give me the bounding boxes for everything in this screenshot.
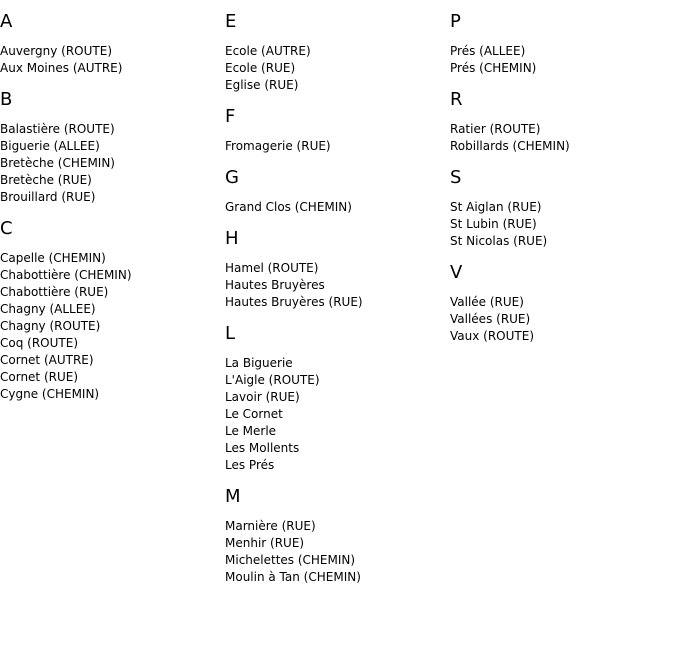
street-link[interactable]: L'Aigle (ROUTE) [225, 373, 320, 387]
street-link[interactable]: Menhir (RUE) [225, 536, 305, 550]
letter-group-m [225, 486, 445, 586]
street-list [450, 43, 670, 77]
street-link[interactable]: Fromagerie (RUE) [225, 139, 331, 153]
street-link[interactable]: Robillards (CHEMIN) [450, 139, 570, 153]
street-link[interactable]: Auvergny (ROUTE) [0, 44, 113, 58]
street-list [0, 121, 220, 206]
letter-group-l [225, 323, 445, 474]
street-link[interactable]: Bretèche (RUE) [0, 173, 92, 187]
street-link[interactable]: Chabottière (CHEMIN) [0, 268, 132, 282]
street-link[interactable]: Le Merle [225, 424, 277, 438]
letter-heading: S [450, 167, 462, 188]
street-link[interactable]: Ecole (AUTRE) [225, 44, 311, 58]
street-link[interactable]: Bretèche (CHEMIN) [0, 156, 115, 170]
letter-heading: E [225, 11, 237, 32]
street-link[interactable]: St Lubin (RUE) [450, 217, 537, 231]
letter-heading: C [0, 218, 13, 239]
street-link[interactable]: Chabottière (RUE) [0, 285, 109, 299]
street-list [0, 250, 220, 403]
street-link[interactable]: Prés (CHEMIN) [450, 61, 537, 75]
street-link[interactable]: Prés (ALLEE) [450, 44, 526, 58]
street-link[interactable]: Hautes Bruyères (RUE) [225, 295, 363, 309]
letter-heading: M [225, 486, 241, 507]
street-list [225, 43, 445, 94]
street-link[interactable]: Vallée (RUE) [450, 295, 524, 309]
letter-heading: L [225, 323, 236, 344]
street-link[interactable]: Marnière (RUE) [225, 519, 316, 533]
letter-heading: P [450, 11, 461, 32]
letter-heading: H [225, 228, 239, 249]
letter-heading: G [225, 167, 239, 188]
letter-group-g [225, 167, 445, 216]
street-link[interactable]: Ecole (RUE) [225, 61, 296, 75]
street-column-3 [450, 11, 670, 357]
street-list [225, 138, 445, 155]
street-link[interactable]: Brouillard (RUE) [0, 190, 96, 204]
letter-group-r [450, 89, 670, 155]
letter-heading: B [0, 89, 13, 110]
street-list [225, 260, 445, 311]
letter-heading: R [450, 89, 463, 110]
letter-group-e [225, 11, 445, 94]
street-link[interactable]: Aux Moines (AUTRE) [0, 61, 123, 75]
street-list [225, 199, 445, 216]
letter-group-b [0, 89, 220, 206]
letter-group-v [450, 262, 670, 345]
street-list [225, 355, 445, 474]
street-link[interactable]: Vaux (ROUTE) [450, 329, 534, 343]
street-list [225, 518, 445, 586]
street-link[interactable]: Chagny (ROUTE) [0, 319, 101, 333]
letter-group-h [225, 228, 445, 311]
street-link[interactable]: St Nicolas (RUE) [450, 234, 548, 248]
street-link[interactable]: Hamel (ROUTE) [225, 261, 319, 275]
street-link[interactable]: St Aiglan (RUE) [450, 200, 542, 214]
street-link[interactable]: Grand Clos (CHEMIN) [225, 200, 352, 214]
street-list [0, 43, 220, 77]
street-link[interactable]: Le Cornet [225, 407, 283, 421]
street-link[interactable]: Les Prés [225, 458, 275, 472]
street-link[interactable]: Balastière (ROUTE) [0, 122, 115, 136]
letter-group-s [450, 167, 670, 250]
street-link[interactable]: Eglise (RUE) [225, 78, 299, 92]
street-list [450, 294, 670, 345]
street-list [450, 121, 670, 155]
street-link[interactable]: Cornet (RUE) [0, 370, 79, 384]
street-link[interactable]: Michelettes (CHEMIN) [225, 553, 356, 567]
letter-group-a [0, 11, 220, 77]
street-link[interactable]: Chagny (ALLEE) [0, 302, 96, 316]
letter-heading: V [450, 262, 463, 283]
street-link[interactable]: Capelle (CHEMIN) [0, 251, 106, 265]
letter-heading: A [0, 11, 13, 32]
street-link[interactable]: Coq (ROUTE) [0, 336, 78, 350]
letter-group-f [225, 106, 445, 155]
street-link[interactable]: Vallées (RUE) [450, 312, 531, 326]
street-link[interactable]: Lavoir (RUE) [225, 390, 300, 404]
street-link[interactable]: Ratier (ROUTE) [450, 122, 541, 136]
letter-group-c [0, 218, 220, 403]
street-link[interactable]: Cygne (CHEMIN) [0, 387, 100, 401]
street-list [450, 199, 670, 250]
street-link[interactable]: Biguerie (ALLEE) [0, 139, 100, 153]
street-link[interactable]: Moulin à Tan (CHEMIN) [225, 570, 361, 584]
street-link[interactable]: Cornet (AUTRE) [0, 353, 94, 367]
street-column-1 [0, 11, 220, 415]
street-link[interactable]: La Biguerie [225, 356, 293, 370]
letter-heading: F [225, 106, 236, 127]
letter-group-p [450, 11, 670, 77]
street-link[interactable]: Hautes Bruyères [225, 278, 325, 292]
street-link[interactable]: Les Mollents [225, 441, 300, 455]
street-column-2 [225, 11, 445, 598]
